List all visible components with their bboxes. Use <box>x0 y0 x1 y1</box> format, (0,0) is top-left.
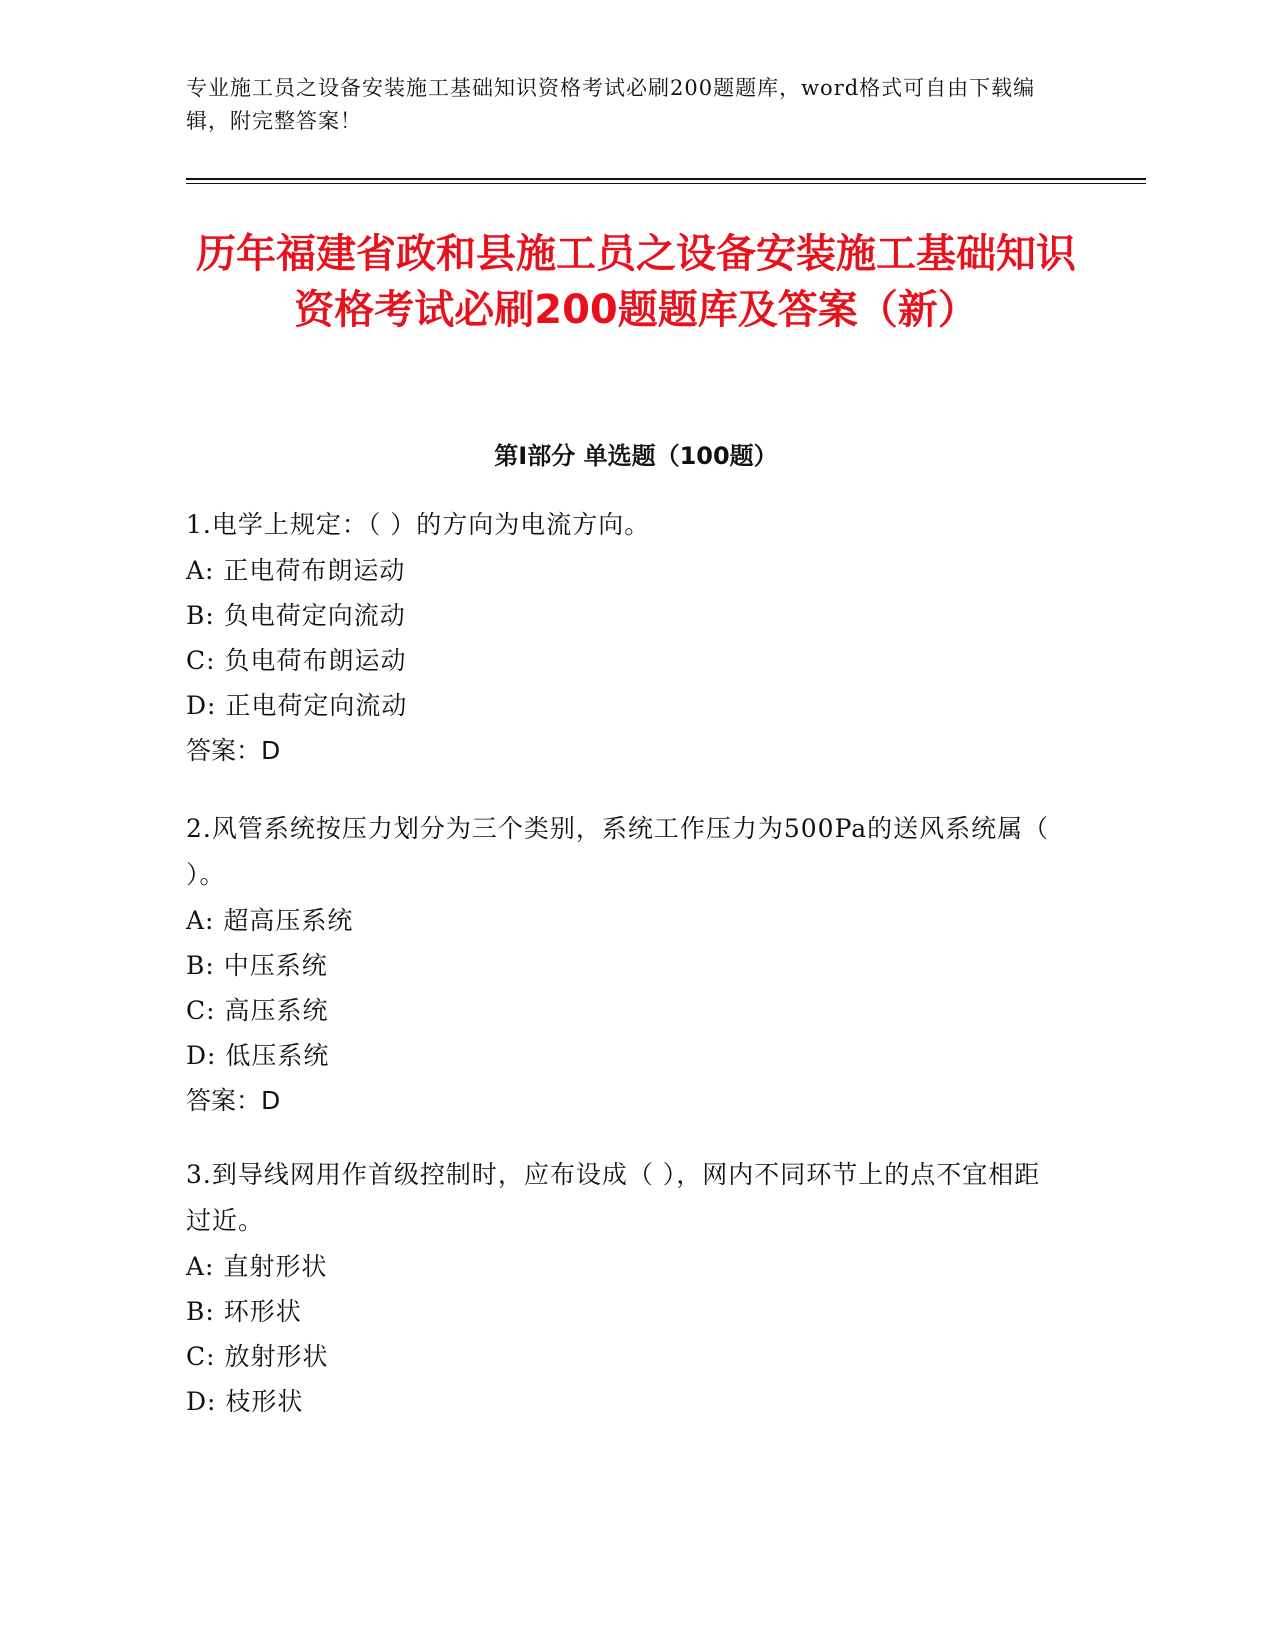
header-rule <box>186 178 1146 180</box>
header-rule-thin <box>186 183 1146 184</box>
option-c: C: 负电荷布朗运动 <box>186 646 407 675</box>
section-heading: 第I部分 单选题（100题） <box>494 442 778 470</box>
option-c: C: 高压系统 <box>186 996 329 1025</box>
option-a: A: 超高压系统 <box>186 906 354 935</box>
option-a: A: 直射形状 <box>186 1252 328 1281</box>
document-title: 历年福建省政和县施工员之设备安装施工基础知识资格考试必刷200题题库及答案（新） <box>196 231 1076 333</box>
question-stem: 3.到导线网用作首级控制时，应布设成（ ），网内不同环节上的点不宜相距过近。 <box>186 1160 1041 1235</box>
question-2 <box>186 806 1066 1123</box>
option-b: B: 负电荷定向流动 <box>186 601 406 630</box>
option-d: D: 低压系统 <box>186 1041 330 1070</box>
option-b: B: 环形状 <box>186 1297 302 1326</box>
question-1 <box>186 502 1066 773</box>
question-3 <box>186 1152 1066 1424</box>
option-b: B: 中压系统 <box>186 951 328 980</box>
intro-text: 专业施工员之设备安装施工基础知识资格考试必刷200题题库，word格式可自由下载编辑，附完整答案！ <box>186 76 1036 133</box>
option-c: C: 放射形状 <box>186 1342 329 1371</box>
answer: 答案：D <box>186 736 281 765</box>
answer: 答案：D <box>186 1086 281 1115</box>
option-d: D: 正电荷定向流动 <box>186 691 408 720</box>
question-stem: 2.风管系统按压力划分为三个类别，系统工作压力为500Pa的送风系统属（ ）。 <box>186 814 1050 889</box>
option-a: A: 正电荷布朗运动 <box>186 556 406 585</box>
option-d: D: 枝形状 <box>186 1387 304 1416</box>
question-stem: 1.电学上规定：（ ）的方向为电流方向。 <box>186 510 651 539</box>
